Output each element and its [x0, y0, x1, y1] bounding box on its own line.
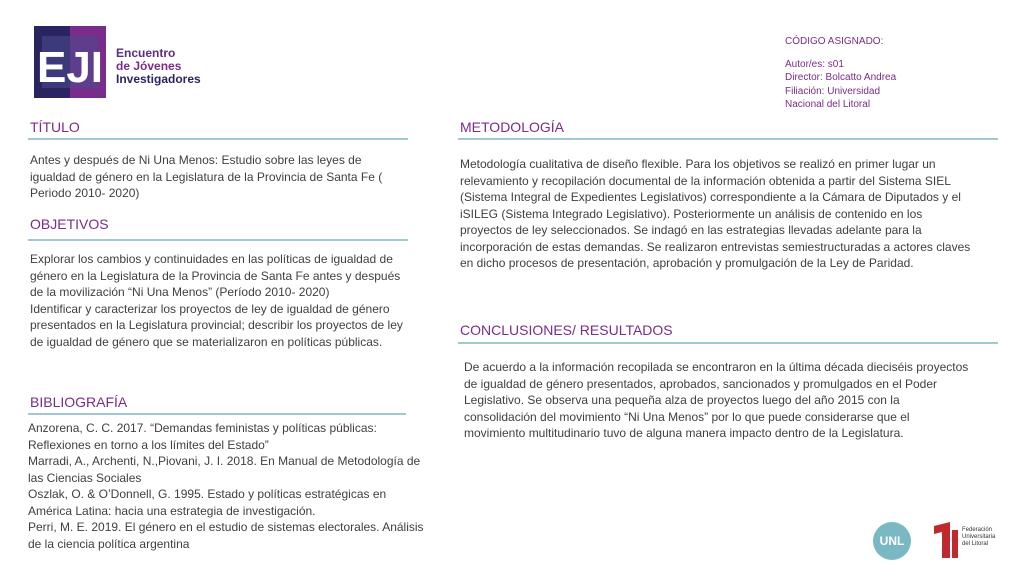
bibliografia-rule: [28, 413, 406, 415]
affiliation-line-1: Filiación: Universidad: [785, 85, 881, 97]
federation-line-2: Universitaria: [962, 534, 996, 540]
conclusiones-heading: CONCLUSIONES/ RESULTADOS: [460, 322, 673, 338]
titulo-text: [30, 152, 420, 202]
code-block: [785, 35, 896, 112]
eji-logo-text: [116, 47, 201, 86]
objetivos-line: Explorar los cambios y continuidades en las políticas de igualdad de: [30, 252, 393, 266]
federation-logo-text: [962, 527, 995, 548]
titulo-line: Antes y después de Ni Una Menos: Estudio sobre las leyes de: [30, 153, 362, 167]
metodologia-line: (Sistema Integral de Expedientes Legislativos) correspondiente a la Cámara de Diputados y el: [460, 190, 961, 204]
logo-mark-letters: EJI: [36, 43, 104, 92]
titulo-rule: [28, 138, 408, 140]
conclusiones-line: Legislativo. Se observa una pequeña alza de proyectos luego del año 2015 con la: [464, 393, 900, 407]
titulo-heading: TÍTULO: [30, 119, 80, 135]
metodologia-line: iSILEG (Sistema Integrado Legislativo). Posteriormente un análisis de contenido en los: [460, 206, 923, 221]
objetivos-line: género en la Legislatura de la Provincia de Santa Fe antes y después: [30, 268, 401, 283]
conclusiones-rule: [458, 342, 998, 344]
bib-line: las Ciencias Sociales: [28, 470, 142, 485]
metodologia-text: [460, 156, 1010, 272]
logo-line-3: Investigadores: [116, 72, 201, 86]
objetivos-text: [30, 251, 430, 350]
metodologia-rule: [458, 138, 998, 140]
author-text: Autor/es: s01: [785, 58, 844, 70]
bibliografia-heading: BIBLIOGRAFÍA: [30, 394, 128, 410]
bib-line: Marradi, A., Archenti, N.,Piovani, J. I. 2018. En Manual de Metodología de: [28, 454, 421, 468]
bib-line: Anzorena, C. C. 2017. “Demandas feministas y políticas públicas:: [28, 421, 377, 435]
bib-line: América Latina: hacia una estrategia de investigación.: [28, 503, 316, 518]
unl-logo: UNL: [873, 522, 911, 560]
code-label: CÓDIGO ASIGNADO:: [785, 36, 884, 47]
metodologia-line: Metodología cualitativa de diseño flexible. Para los objetivos se realizó en primer lugar un: [460, 157, 936, 171]
bib-line: Reflexiones en torno a los límites del Estado”: [28, 437, 269, 452]
conclusiones-line: consolidación del movimiento “Ni Una Menos” por lo que puede considerarse que el: [464, 409, 910, 424]
logo-line-1: Encuentro: [116, 46, 176, 60]
objetivos-heading: OBJETIVOS: [30, 216, 109, 232]
metodologia-line: relevamiento y recopilación documental de la información obtenida a partir del Sistema SIEL: [460, 173, 951, 188]
federation-line-3: del Litoral: [962, 541, 989, 547]
metodologia-line: incorporación de estas demandas. Se realizaron entrevistas semiestructuradas a actores claves: [460, 239, 971, 254]
bib-line: Oszlak, O. & O’Donnell, G. 1995. Estado y políticas estratégicas en: [28, 487, 387, 501]
director-text: Director: Bolcatto Andrea: [785, 72, 897, 83]
objetivos-rule: [28, 239, 408, 241]
conclusiones-line: de igualdad de género presentados, aprobados, sancionados y promulgados en el Poder: [464, 376, 938, 391]
affiliation-line-2: Nacional del Litoral: [785, 99, 871, 110]
bib-line: Perri, M. E. 2019. El género en el estudio de sistemas electorales. Análisis: [28, 520, 424, 534]
metodologia-line: en dicho procesos de presentación, aprobación y promulgación de la Ley de Paridad.: [460, 256, 914, 270]
conclusiones-line: De acuerdo a la información recopilada se encontraron en la última década dieciséis proyectos: [464, 360, 969, 374]
titulo-line: Periodo 2010- 2020): [30, 186, 140, 200]
eji-logo-mark: [34, 26, 106, 98]
bib-line: de la ciencia política argentina: [28, 536, 190, 551]
objetivos-line: de igualdad de género que se materializaron en políticas públicas.: [30, 334, 383, 349]
objetivos-line: presentados en la Legislatura provincial; describir los proyectos de ley: [30, 318, 403, 332]
titulo-line: igualdad de género en la Legislatura de la Provincia de Santa Fe (: [30, 169, 383, 184]
metodologia-heading: METODOLOGÍA: [460, 119, 564, 135]
objetivos-line: Identificar y caracterizar los proyectos de ley de igualdad de género: [30, 301, 390, 316]
conclusiones-text: [464, 359, 1014, 442]
logo-line-2: de Jóvenes: [116, 59, 182, 73]
metodologia-line: proyectos de ley seleccionados. Se indagó en las estrategias llevadas adelante para la: [460, 223, 922, 237]
objetivos-line: de la movilización “Ni Una Menos” (Período 2010- 2020): [30, 285, 330, 299]
bibliografia-text: [28, 420, 448, 552]
conclusiones-line: movimiento multitudinario tuvo de alguna manera impacto dentro de la Legislatura.: [464, 426, 904, 440]
federation-line-1: Federación: [962, 527, 993, 533]
